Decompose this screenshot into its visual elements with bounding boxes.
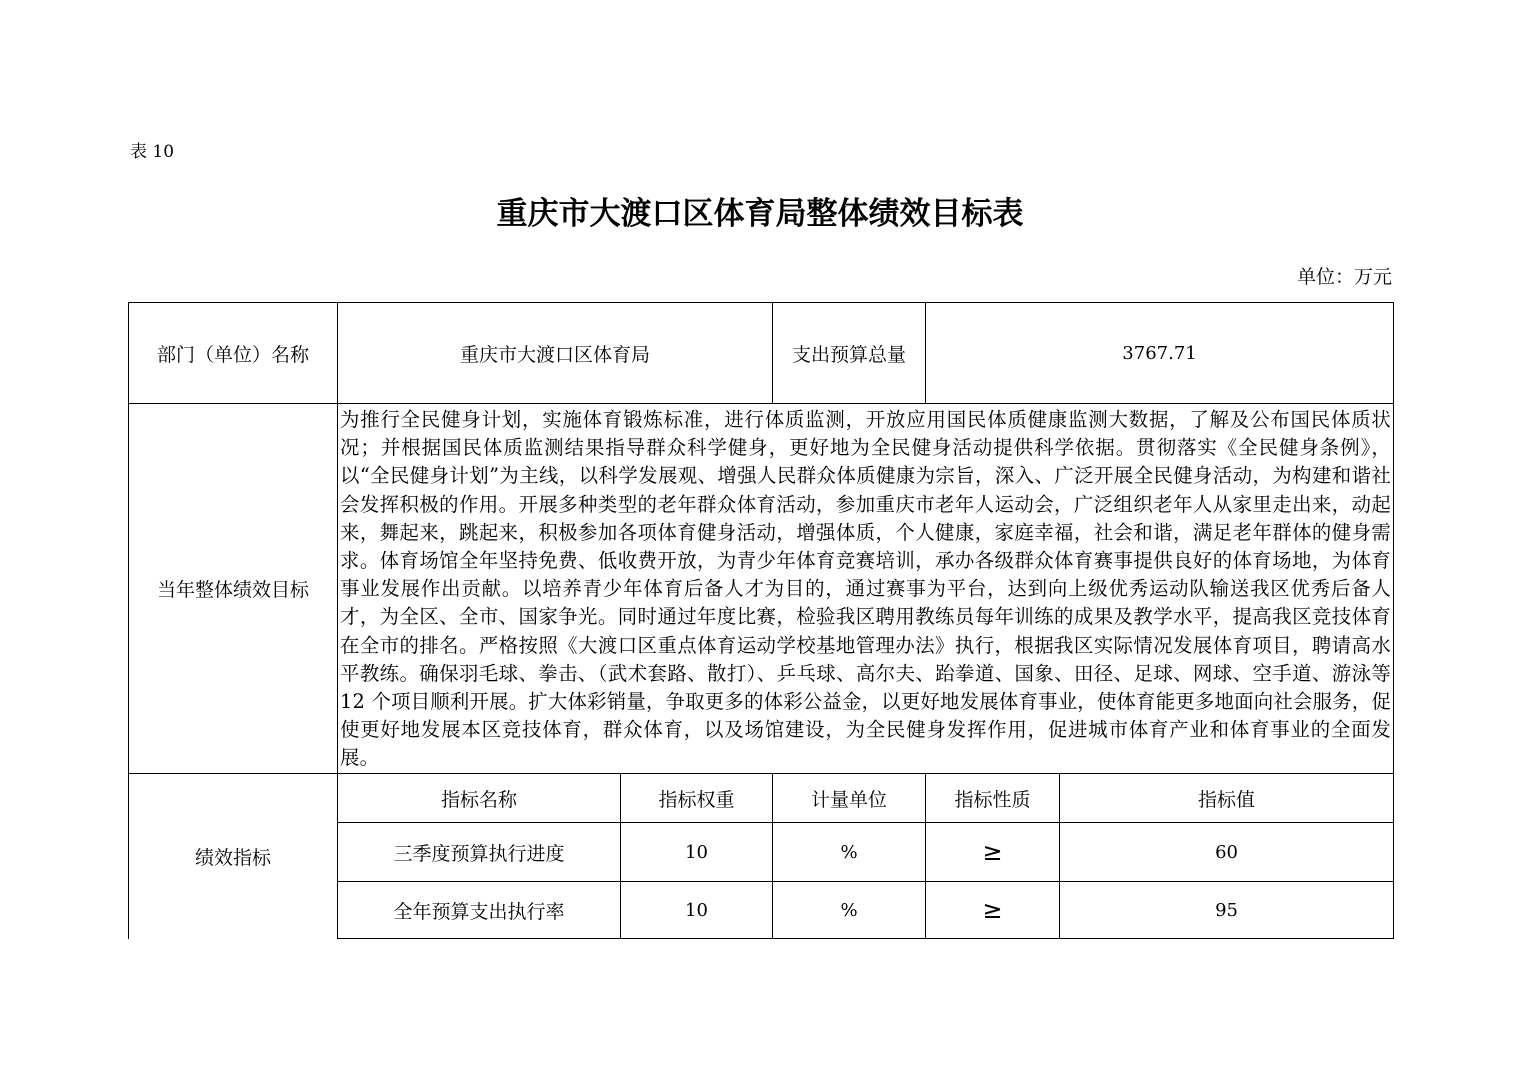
goal-text-cell: 为推行全民健身计划，实施体育锻炼标准，进行体质监测，开放应用国民体质健康监测大数据，了解及公布国民体质状况；并根据国民体质监测结果指导群众科学健身，更好地为全民健身活动提供科学依据。贯彻落实《全民健身条例》，以“全民健身计划”为主线，以科学发展观、增强人民群众体质健康为宗旨，深入、广泛开展全民健身活动，为构建和谐社会发挥积极的作用。开展多种类型的老年群众体育活动，参加重庆市老年人运动会，广泛组织老年人从家里走出来，动起来，舞起来，跳起来，积极参加各项体育健身活动，增强体质，个人健康，家庭幸福，社会和谐，满足老年群体的健身需求。体育场馆全年坚持免费、低收费开放，为青少年体育竞赛培训，承办各级群众体育赛事提供良好的体育场地，为体育事业发展作出贡献。以培养青少年体育后备人才为目的，通过赛事为平台，达到向上级优秀运动队输送我区优秀后备人才，为全区、全市、国家争光。同时通过年度比赛，检验我区聘用教练员每年训练的成果及教学水平，提高我区竞技体育在全市的排名。严格按照《大渡口区重点体育运动学校基地管理办法》执行，根据我区实际情况发展体育项目，聘请高水平教练。确保羽毛球、拳击、（武术套路、散打）、乒乓球、高尔夫、跆拳道、国象、田径、足球、网球、空手道、游泳等 12 个项目顺利开展。扩大体彩销量，争取更多的体彩公益金，以更好地发展体育事业，使体育能更多地面向社会服务，促使更好地发展本区竞技体育，群众体育，以及场馆建设，为全民健身发挥作用，促进城市体育产业和体育事业的全面发展。 (338, 404, 1394, 774)
indicator-value-cell: 60 (1060, 823, 1394, 882)
dept-label-cell: 部门（单位）名称 (129, 303, 338, 404)
dept-name-cell: 重庆市大渡口区体育局 (338, 303, 773, 404)
budget-value-cell: 3767.71 (926, 303, 1394, 404)
indicator-nature-cell: ≥ (926, 882, 1060, 939)
document-title: 重庆市大渡口区体育局整体绩效目标表 (496, 196, 1024, 232)
indicator-weight-cell: 10 (621, 882, 773, 939)
indicator-nature-cell: ≥ (926, 823, 1060, 882)
budget-label-cell: 支出预算总量 (773, 303, 926, 404)
table-number: 表 10 (130, 142, 175, 162)
header-indicator-nature: 指标性质 (926, 774, 1060, 823)
indicator-value-cell: 95 (1060, 882, 1394, 939)
indicator-label-cell: 绩效指标 (129, 774, 338, 939)
indicator-unit-cell: % (773, 823, 926, 882)
indicator-weight-cell: 10 (621, 823, 773, 882)
indicator-name-cell: 全年预算支出执行率 (338, 882, 621, 939)
indicator-header-row (129, 774, 1394, 823)
header-indicator-name: 指标名称 (338, 774, 621, 823)
unit-label: 单位：万元 (1296, 266, 1392, 288)
performance-target-table (128, 302, 1394, 939)
header-indicator-weight: 指标权重 (621, 774, 773, 823)
indicator-name-cell: 三季度预算执行进度 (338, 823, 621, 882)
header-indicator-unit: 计量单位 (773, 774, 926, 823)
dept-row (129, 303, 1394, 404)
indicator-unit-cell: % (773, 882, 926, 939)
goal-row (129, 404, 1394, 774)
goal-label-cell: 当年整体绩效目标 (129, 404, 338, 774)
header-indicator-value: 指标值 (1060, 774, 1394, 823)
